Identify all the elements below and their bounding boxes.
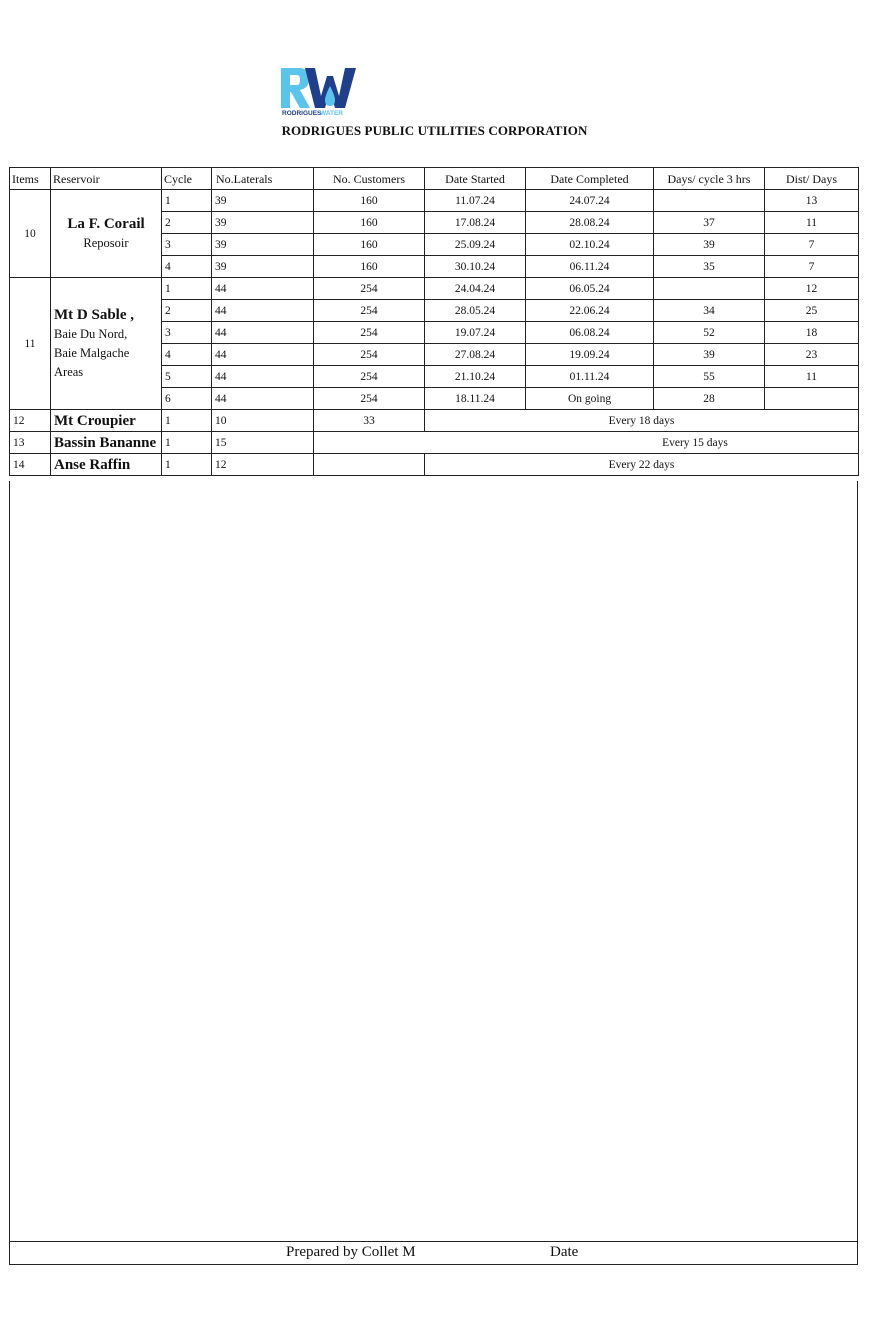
laterals-cell: 44: [212, 300, 314, 322]
reservoir-subname-line: Baie Du Nord,: [54, 326, 128, 341]
item-number: 11: [10, 278, 51, 410]
customers-cell: 254: [314, 322, 425, 344]
col-header-dist-days: Dist/ Days: [765, 168, 859, 190]
dist-days-cell: 11: [765, 366, 859, 388]
cycle-cell: 2: [162, 212, 212, 234]
laterals-cell: 44: [212, 388, 314, 410]
table-row: [10, 190, 859, 212]
col-header-customers: No. Customers: [314, 168, 425, 190]
cycle-cell: 6: [162, 388, 212, 410]
days-cycle-cell: [654, 278, 765, 300]
date-completed-cell: 06.08.24: [526, 322, 654, 344]
customers-cell: 254: [314, 300, 425, 322]
laterals-cell: 15: [212, 432, 314, 454]
cycle-cell: 3: [162, 322, 212, 344]
logo-sub-water: WATER: [320, 110, 343, 117]
date-started-cell: 21.10.24: [425, 366, 526, 388]
laterals-cell: 39: [212, 190, 314, 212]
date-started-cell: 24.04.24: [425, 278, 526, 300]
dist-days-cell: 25: [765, 300, 859, 322]
item-number: 14: [10, 454, 51, 476]
laterals-cell: 39: [212, 256, 314, 278]
days-cycle-cell: [654, 190, 765, 212]
reservoir-name: Bassin Bananne: [51, 432, 162, 454]
dist-days-cell: 7: [765, 234, 859, 256]
reservoir-subname-line: Baie Malgache: [54, 345, 130, 360]
table-row: [10, 410, 859, 432]
reservoir-cell: [51, 190, 162, 278]
date-completed-cell: 06.05.24: [526, 278, 654, 300]
footer-bar: [9, 1241, 858, 1265]
item-number: 10: [10, 190, 51, 278]
customers-cell: 160: [314, 256, 425, 278]
date-completed-cell: 22.06.24: [526, 300, 654, 322]
item-number: 13: [10, 432, 51, 454]
customers-cell: 160: [314, 190, 425, 212]
days-cycle-cell: 37: [654, 212, 765, 234]
date-started-cell: 19.07.24: [425, 322, 526, 344]
reservoir-name: Mt D Sable ,: [54, 306, 134, 323]
customers-cell: 33: [314, 410, 425, 432]
cycle-cell: 1: [162, 278, 212, 300]
table-row: [10, 432, 859, 454]
schedule-note: Every 18 days: [425, 410, 859, 432]
col-header-date-started: Date Started: [425, 168, 526, 190]
laterals-cell: 44: [212, 278, 314, 300]
dist-days-cell: 7: [765, 256, 859, 278]
cycle-cell: 1: [162, 190, 212, 212]
date-completed-cell: 19.09.24: [526, 344, 654, 366]
laterals-cell: 39: [212, 234, 314, 256]
date-label: Date: [550, 1244, 579, 1260]
date-completed-cell: On going: [526, 388, 654, 410]
laterals-cell: 12: [212, 454, 314, 476]
customers-cell: 254: [314, 344, 425, 366]
date-started-cell: 27.08.24: [425, 344, 526, 366]
reservoir-name: Mt Croupier: [51, 410, 162, 432]
date-completed-cell: 01.11.24: [526, 366, 654, 388]
cycle-cell: 1: [162, 410, 212, 432]
days-cycle-cell: 55: [654, 366, 765, 388]
laterals-cell: 39: [212, 212, 314, 234]
table-row: [10, 454, 859, 476]
reservoir-subname: Reposoir: [83, 235, 129, 250]
customers-cell: 254: [314, 278, 425, 300]
table-row: [10, 278, 859, 300]
laterals-cell: 44: [212, 344, 314, 366]
dist-days-cell: 13: [765, 190, 859, 212]
cycle-cell: 1: [162, 454, 212, 476]
reservoir-name: La F. Corail: [67, 215, 145, 232]
reservoir-cell: [51, 278, 162, 410]
days-cycle-cell: 52: [654, 322, 765, 344]
col-header-items: Items: [10, 168, 51, 190]
date-started-cell: 18.11.24: [425, 388, 526, 410]
date-completed-cell: 06.11.24: [526, 256, 654, 278]
customers-cell: 160: [314, 212, 425, 234]
laterals-cell: 10: [212, 410, 314, 432]
cycle-cell: 3: [162, 234, 212, 256]
schedule-note: Every 15 days: [314, 432, 859, 454]
date-completed-cell: 02.10.24: [526, 234, 654, 256]
cycle-cell: 4: [162, 256, 212, 278]
date-started-cell: 11.07.24: [425, 190, 526, 212]
col-header-reservoir: Reservoir: [51, 168, 162, 190]
cycle-cell: 5: [162, 366, 212, 388]
reservoir-name: Anse Raffin: [51, 454, 162, 476]
days-cycle-cell: 39: [654, 344, 765, 366]
customers-cell: [314, 454, 425, 476]
col-header-date-completed: Date Completed: [526, 168, 654, 190]
date-started-cell: 17.08.24: [425, 212, 526, 234]
date-started-cell: 25.09.24: [425, 234, 526, 256]
date-completed-cell: 24.07.24: [526, 190, 654, 212]
prepared-by-label: Prepared by Collet M: [286, 1244, 416, 1260]
item-number: 12: [10, 410, 51, 432]
date-completed-cell: 28.08.24: [526, 212, 654, 234]
dist-days-cell: 23: [765, 344, 859, 366]
dist-days-cell: 11: [765, 212, 859, 234]
cycle-cell: 1: [162, 432, 212, 454]
date-started-cell: 28.05.24: [425, 300, 526, 322]
customers-cell: 254: [314, 366, 425, 388]
days-cycle-cell: 35: [654, 256, 765, 278]
col-header-days-cycle: Days/ cycle 3 hrs: [654, 168, 765, 190]
cycle-cell: 4: [162, 344, 212, 366]
laterals-cell: 44: [212, 366, 314, 388]
dist-days-cell: 12: [765, 278, 859, 300]
days-cycle-cell: 39: [654, 234, 765, 256]
date-started-cell: 30.10.24: [425, 256, 526, 278]
reservoir-schedule-table: [9, 167, 859, 476]
reservoir-subname-line: Areas: [54, 364, 84, 379]
col-header-laterals: No.Laterals: [212, 168, 314, 190]
days-cycle-cell: 28: [654, 388, 765, 410]
schedule-note: Every 22 days: [425, 454, 859, 476]
blank-notes-area: [9, 481, 858, 1241]
rodrigues-water-logo: [279, 66, 359, 118]
logo-sub-rodrigues: RODRIGUES: [282, 110, 322, 117]
customers-cell: 160: [314, 234, 425, 256]
col-header-cycle: Cycle: [162, 168, 212, 190]
customers-cell: 254: [314, 388, 425, 410]
laterals-cell: 44: [212, 322, 314, 344]
dist-days-cell: [765, 388, 859, 410]
dist-days-cell: 18: [765, 322, 859, 344]
table-header-row: [10, 168, 859, 190]
page-title: RODRIGUES PUBLIC UTILITIES CORPORATION: [281, 123, 588, 138]
days-cycle-cell: 34: [654, 300, 765, 322]
cycle-cell: 2: [162, 300, 212, 322]
